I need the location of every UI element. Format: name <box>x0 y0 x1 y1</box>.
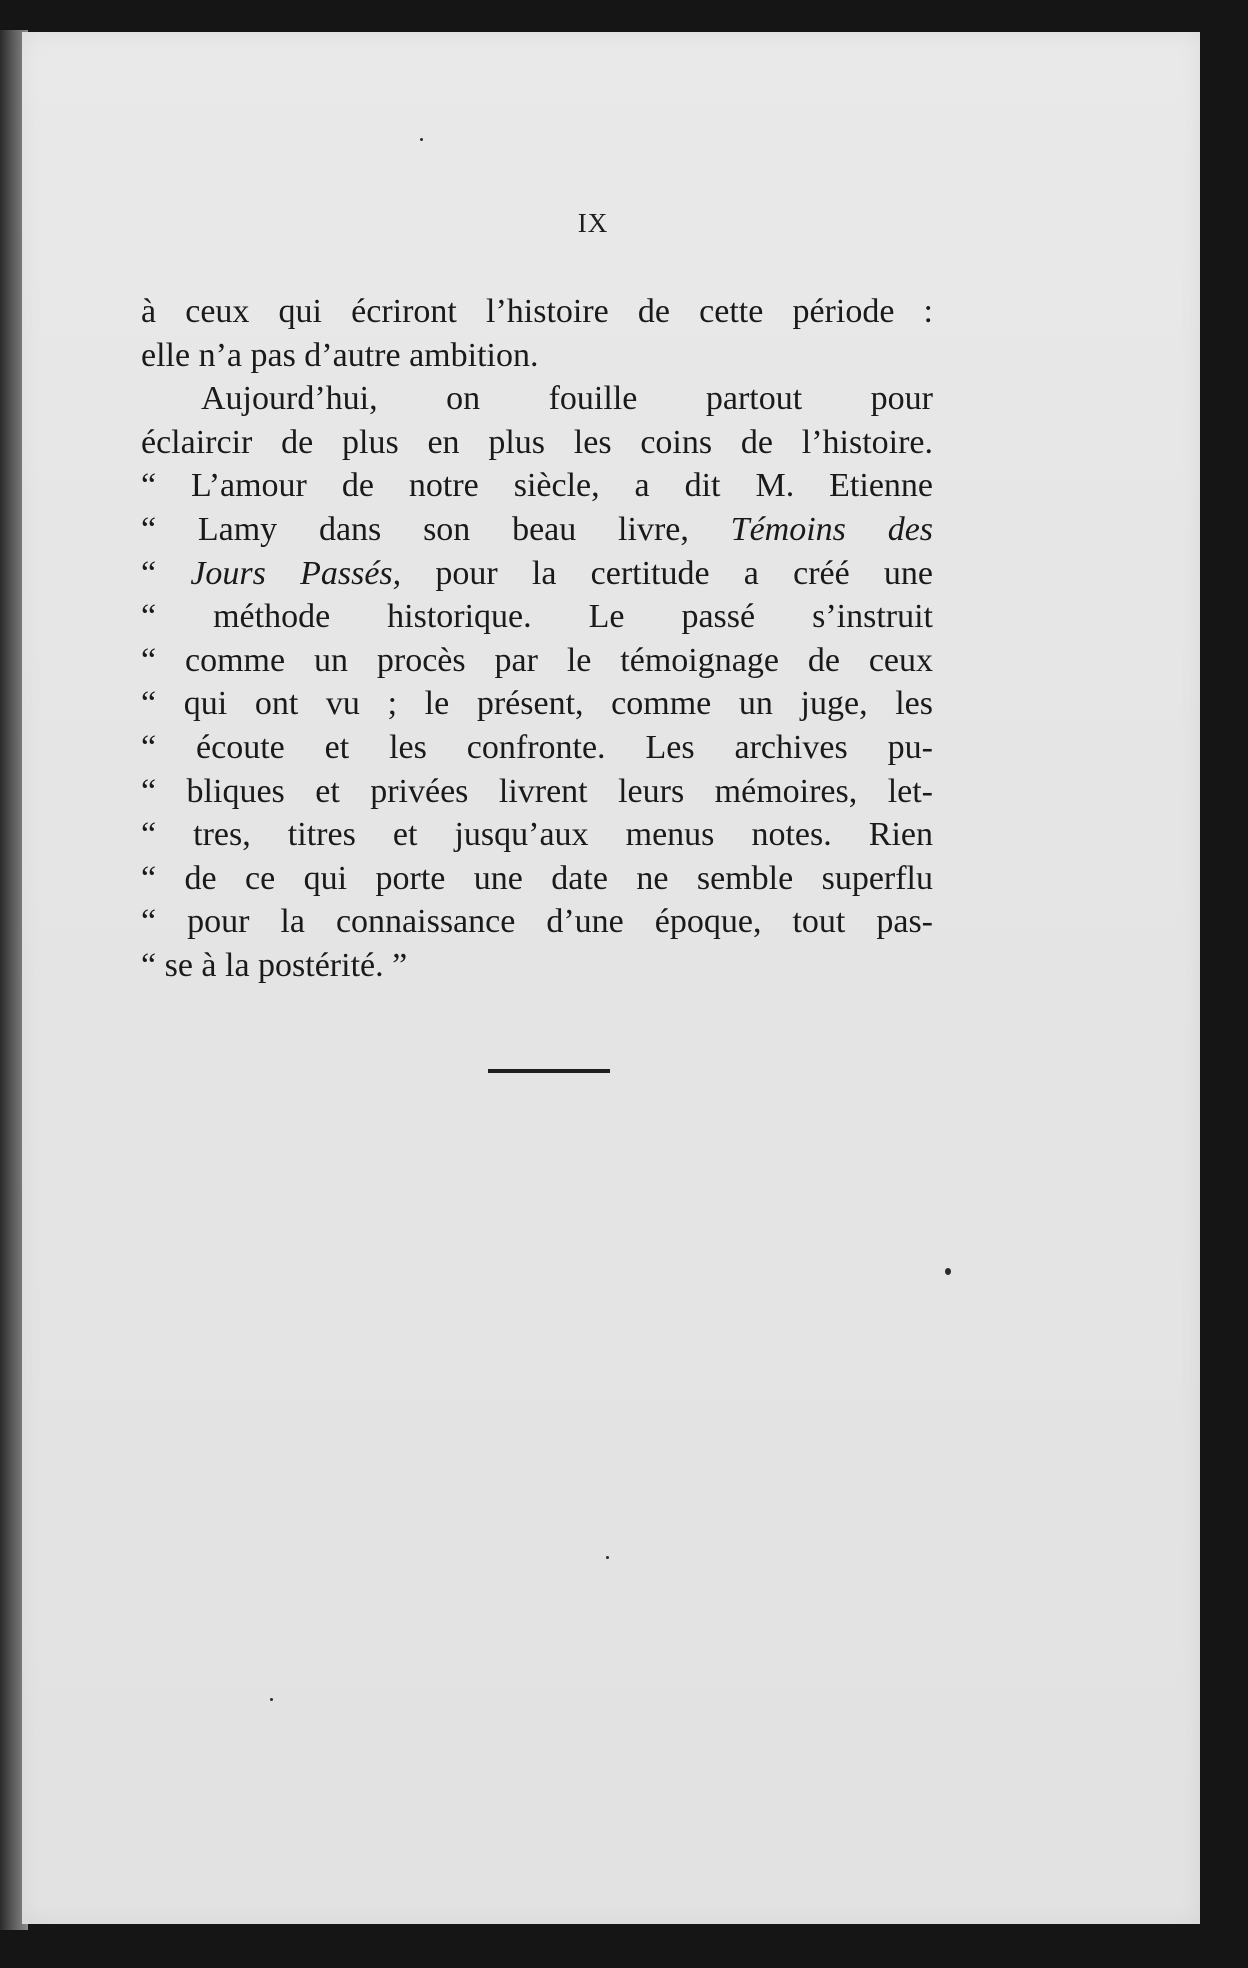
text-line: “ comme un procès par le témoignage de ceux <box>141 641 933 679</box>
book-page <box>22 32 1200 1924</box>
text-line: “ écoute et les confronte. Les archives pu- <box>141 728 933 766</box>
text-line: “ Lamy dans son beau livre, Témoins des <box>141 510 933 548</box>
text-line: “ tres, titres et jusqu’aux menus notes. Rien <box>141 816 933 854</box>
body-text <box>141 290 933 988</box>
dust-speck <box>270 1698 273 1701</box>
text-line: “ qui ont vu ; le présent, comme un juge, les <box>141 685 933 723</box>
text-line: Aujourd’hui, on fouille partout pour <box>201 380 933 418</box>
page-number: IX <box>577 208 609 238</box>
text-line: “ bliques et privées livrent leurs mémoires, let- <box>141 772 933 810</box>
text-line: à ceux qui écriront l’histoire de cette période : <box>141 293 933 330</box>
text-line: “ L’amour de notre siècle, a dit M. Etienne <box>141 467 933 505</box>
dust-speck <box>945 1268 951 1275</box>
text-line: éclaircir de plus en plus les coins de l’histoire. <box>141 423 933 461</box>
section-rule <box>488 1069 610 1073</box>
text-line: “ méthode historique. Le passé s’instruit <box>141 598 933 636</box>
text-line: “ Jours Passés, pour la certitude a créé une <box>141 554 933 592</box>
text-line: elle n’a pas d’autre ambition. <box>141 336 539 374</box>
book-title: Témoins des <box>730 510 933 548</box>
book-title: Jours Passés, <box>190 554 402 592</box>
text-line: “ de ce qui porte une date ne semble superflu <box>141 859 933 897</box>
dust-speck <box>606 1556 609 1559</box>
text-line: “ pour la connaissance d’une époque, tout pas- <box>141 903 933 941</box>
dust-speck <box>420 138 423 141</box>
text-line: “ se à la postérité. ” <box>141 946 408 984</box>
